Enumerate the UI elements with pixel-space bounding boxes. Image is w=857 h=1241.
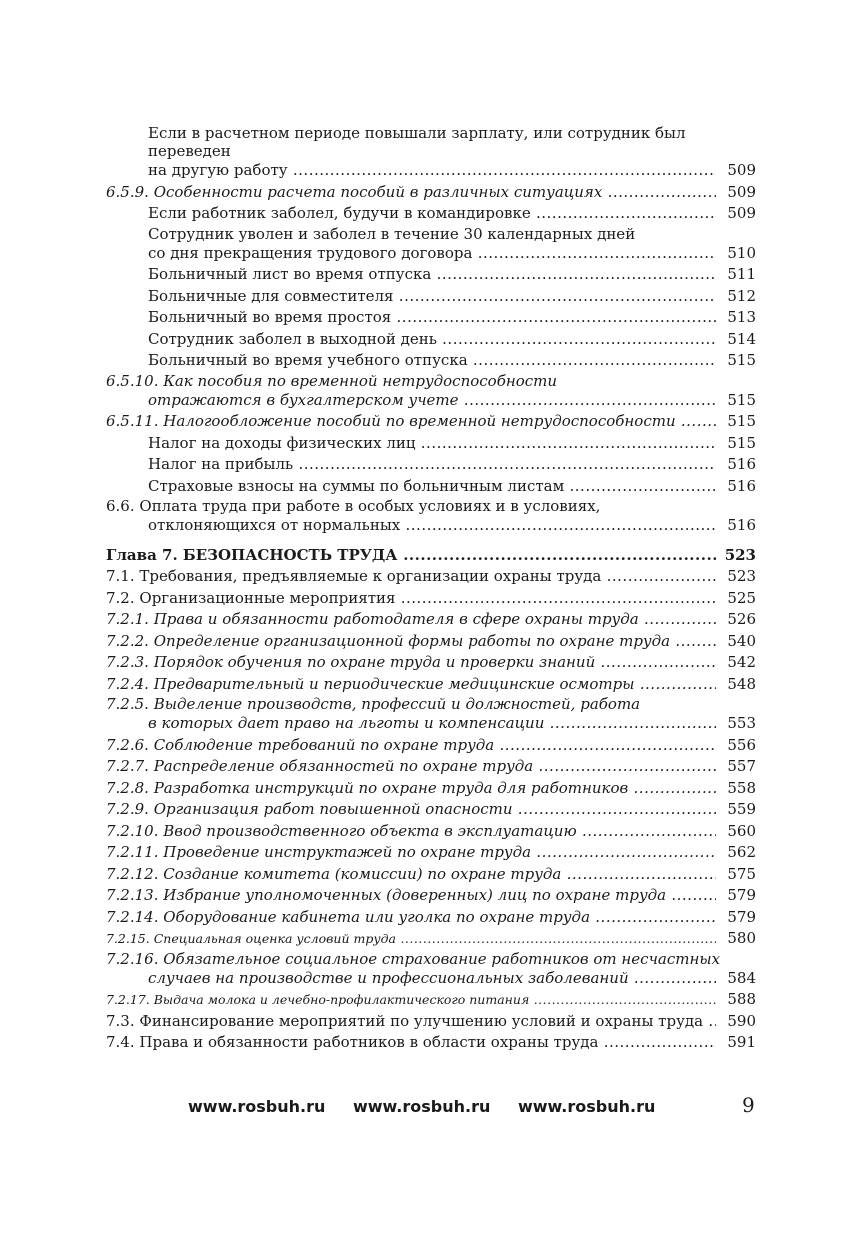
- dot-leader: [598, 1033, 716, 1051]
- dot-leader: [437, 330, 716, 348]
- toc-entry-title: 7.2.1. Права и обязанности работодателя в сфере охраны труда: [106, 610, 639, 628]
- toc-entry-title: Налог на прибыль: [148, 455, 294, 473]
- toc-page-number: 516: [727, 455, 756, 473]
- toc-entry-title: Если работник заболел, будучи в командировке: [148, 204, 531, 222]
- toc-entry-title: 6.5.9. Особенности расчета пособий в различных ситуациях: [106, 182, 603, 201]
- dot-leader: [416, 434, 716, 452]
- toc-entry[interactable]: [106, 1011, 756, 1033]
- dot-leader: [595, 653, 716, 671]
- toc-entry-title: 7.2.14. Оборудование кабинета или уголка по охране труда: [106, 907, 591, 926]
- toc-entry[interactable]: [106, 264, 756, 286]
- toc-page-number: 510: [727, 243, 756, 262]
- dot-leader: [400, 516, 716, 534]
- toc-entry[interactable]: [106, 350, 756, 372]
- toc-gap: [106, 537, 756, 545]
- toc-entry-first-line: 6.5.10. Как пособия по временной нетрудоспособности: [106, 371, 558, 390]
- toc-entry-title: 7.2.4. Предварительный и периодические медицинские осмотры: [106, 674, 635, 693]
- dot-leader: [634, 675, 716, 693]
- toc-page-number: 575: [727, 864, 756, 883]
- toc-entry-title: 7.3. Финансирование мероприятий по улучшению условий и охраны труда: [106, 1011, 704, 1030]
- dot-leader: [639, 610, 716, 628]
- toc-entry[interactable]: [106, 674, 756, 696]
- toc-page-number: 579: [727, 907, 756, 926]
- toc-entry[interactable]: [106, 225, 756, 265]
- toc-page-number: 560: [727, 821, 756, 840]
- toc-entry-title: 7.2.13. Избрание уполномоченных (доверенных) лиц по охране труда: [106, 886, 667, 904]
- toc-page-number: 515: [727, 351, 756, 369]
- toc-page-number: 515: [727, 412, 756, 430]
- toc-entry-title: 7.2.8. Разработка инструкций по охране труда для работников: [106, 778, 629, 797]
- toc-page-number: 516: [727, 476, 756, 495]
- dot-leader: [676, 412, 716, 430]
- dot-leader: [628, 779, 716, 797]
- dot-leader: [391, 308, 716, 326]
- toc-entry[interactable]: [106, 454, 756, 476]
- toc-entry-title: 7.2.15. Специальная оценка условий труда: [106, 931, 396, 946]
- toc-entry-title: 7.2.12. Создание комитета (комиссии) по охране труда: [106, 864, 562, 883]
- toc-entry-title: Страховые взносы на суммы по больничным листам: [148, 476, 565, 495]
- toc-entry-title: 7.2.9. Организация работ повышенной опасности: [106, 800, 513, 818]
- toc-entry-first-line: 7.2.5. Выделение производств, профессий и должностей, работа: [106, 695, 641, 713]
- dot-leader: [293, 455, 716, 473]
- toc-entry[interactable]: [106, 695, 756, 735]
- toc-page-number: 590: [727, 1011, 756, 1030]
- toc-entry[interactable]: [106, 329, 756, 351]
- toc-page-number: 588: [727, 990, 756, 1008]
- toc-entry-title: Сотрудник заболел в выходной день: [148, 329, 437, 348]
- toc-entry[interactable]: [106, 497, 756, 537]
- toc-entry[interactable]: [106, 842, 756, 864]
- toc-entry[interactable]: [106, 778, 756, 800]
- dot-leader: [564, 477, 716, 495]
- page-number: 9: [742, 1093, 755, 1117]
- toc-entry[interactable]: [106, 756, 756, 778]
- toc-entry-title: Больничный во время учебного отпуска: [148, 351, 468, 369]
- toc-entry[interactable]: [106, 799, 756, 821]
- dot-leader: [601, 567, 716, 585]
- toc-page-number: 509: [727, 182, 756, 201]
- toc-entry[interactable]: [106, 907, 756, 929]
- toc-page-number: 584: [727, 968, 756, 987]
- toc-entry-title: Больничный лист во время отпуска: [148, 265, 432, 283]
- dot-leader: [472, 244, 716, 262]
- toc-entry-title: случаев на производстве и профессиональных заболеваний: [148, 968, 629, 987]
- toc-entry-title: 7.2.10. Ввод производственного объекта в эксплуатацию: [106, 821, 577, 840]
- toc-entry-title: отражаются в бухгалтерском учете: [148, 390, 459, 409]
- table-of-contents: [106, 124, 756, 1054]
- toc-entry-title: Больничные для совместителя: [148, 286, 394, 305]
- dot-leader: [666, 886, 716, 904]
- toc-page-number: 523: [727, 567, 756, 585]
- toc-page-number: 515: [727, 390, 756, 409]
- toc-page-number: 523: [724, 545, 756, 564]
- toc-entry-title: со дня прекращения трудового договора: [148, 243, 473, 262]
- toc-page-number: 512: [727, 286, 756, 305]
- toc-entry[interactable]: [106, 821, 756, 843]
- dot-leader: [396, 931, 716, 946]
- toc-page-number: 540: [727, 631, 756, 650]
- toc-entry[interactable]: [106, 182, 756, 204]
- toc-page-number: 526: [727, 610, 756, 628]
- dot-leader: [577, 822, 716, 840]
- toc-entry[interactable]: [106, 433, 756, 455]
- toc-entry-first-line: Сотрудник уволен и заболел в течение 30 календарных дней: [148, 224, 636, 243]
- toc-page-number: 580: [727, 929, 756, 947]
- dot-leader: [431, 265, 716, 283]
- dot-leader: [561, 865, 716, 883]
- toc-entry[interactable]: [106, 476, 756, 498]
- dot-leader: [629, 969, 716, 987]
- toc-entry[interactable]: [106, 652, 756, 674]
- dot-leader: [670, 632, 716, 650]
- toc-entry-title: 7.2.3. Порядок обучения по охране труда и проверки знаний: [106, 653, 596, 671]
- dot-leader: [513, 800, 716, 818]
- toc-entry-first-line: 7.2.16. Обязательное социальное страхование работников от несчастных: [106, 949, 721, 968]
- toc-page-number: 557: [727, 757, 756, 775]
- dot-leader: [531, 843, 716, 861]
- toc-entry-title: 7.2.6. Соблюдение требований по охране труда: [106, 735, 495, 754]
- toc-entry[interactable]: [106, 928, 756, 950]
- toc-page-number: 513: [727, 308, 756, 326]
- toc-entry-first-line: 6.6. Оплата труда при работе в особых условиях и в условиях,: [106, 497, 601, 515]
- toc-entry-title: Налог на доходы физических лиц: [148, 433, 416, 452]
- dot-leader: [703, 1012, 716, 1030]
- toc-entry-title: Глава 7. БЕЗОПАСНОСТЬ ТРУДА: [106, 545, 398, 564]
- dot-leader: [533, 757, 716, 775]
- dot-leader: [459, 391, 716, 409]
- dot-leader: [494, 736, 716, 754]
- dot-leader: [590, 908, 716, 926]
- toc-entry-first-line: Если в расчетном периоде повышали зарплату, или сотрудник был переведен: [148, 124, 686, 160]
- toc-page-number: 558: [727, 778, 756, 797]
- toc-entry-title: 6.5.11. Налогообложение пособий по временной нетрудоспособности: [106, 412, 676, 430]
- toc-entry[interactable]: [106, 609, 756, 631]
- toc-page-number: 559: [727, 800, 756, 818]
- toc-entry[interactable]: [106, 631, 756, 653]
- toc-page-number: 514: [727, 329, 756, 348]
- toc-page-number: 511: [727, 265, 756, 283]
- toc-entry[interactable]: [106, 545, 756, 567]
- toc-entry[interactable]: [106, 411, 756, 433]
- toc-entry[interactable]: [106, 864, 756, 886]
- toc-entry[interactable]: [106, 203, 756, 225]
- toc-page-number: 556: [727, 735, 756, 754]
- toc-entry-title: Больничный во время простоя: [148, 308, 392, 326]
- toc-page-number: 591: [727, 1033, 756, 1051]
- toc-entry[interactable]: [106, 735, 756, 757]
- toc-entry-title: 7.4. Права и обязанности работников в области охраны труда: [106, 1033, 599, 1051]
- toc-page-number: 579: [727, 886, 756, 904]
- dot-leader: [602, 183, 716, 201]
- toc-entry[interactable]: [106, 989, 756, 1011]
- toc-page-number: 515: [727, 433, 756, 452]
- dot-leader: [468, 351, 716, 369]
- toc-entry[interactable]: [106, 372, 756, 412]
- toc-entry-title: 7.2.2. Определение организационной формы работы по охране труда: [106, 631, 671, 650]
- toc-page-number: 542: [727, 653, 756, 671]
- toc-page-number: 525: [727, 588, 756, 607]
- toc-entry-title: 7.2.7. Распределение обязанностей по охране труда: [106, 757, 534, 775]
- toc-page-number: 548: [727, 674, 756, 693]
- footer-url[interactable]: www.rosbuh.ru: [352, 1097, 491, 1116]
- footer-url[interactable]: www.rosbuh.ru: [517, 1097, 656, 1116]
- toc-entry[interactable]: [106, 885, 756, 907]
- toc-entry[interactable]: [106, 286, 756, 308]
- dot-leader: [531, 204, 716, 222]
- toc-entry-title: в которых дает право на льготы и компенсации: [148, 714, 545, 732]
- toc-entry-title: 7.2.17. Выдача молока и лечебно-профилактического питания: [106, 992, 530, 1007]
- toc-page-number: 509: [727, 161, 756, 179]
- toc-entry[interactable]: [106, 124, 756, 182]
- footer-urls: [188, 1097, 768, 1116]
- toc-entry[interactable]: [106, 307, 756, 329]
- toc-page-number: 516: [727, 516, 756, 534]
- toc-page-number: 553: [727, 714, 756, 732]
- dot-leader: [397, 546, 716, 564]
- dot-leader: [395, 589, 716, 607]
- toc-entry-title: отклоняющихся от нормальных: [148, 516, 401, 534]
- toc-entry-title: на другую работу: [148, 161, 288, 179]
- toc-entry[interactable]: [106, 566, 756, 588]
- toc-entry-title: 7.1. Требования, предъявляемые к организации охраны труда: [106, 567, 602, 585]
- toc-entry[interactable]: [106, 1032, 756, 1054]
- dot-leader: [394, 287, 716, 305]
- footer-url[interactable]: www.rosbuh.ru: [188, 1097, 326, 1116]
- toc-page-number: 509: [727, 204, 756, 222]
- dot-leader: [288, 161, 716, 179]
- toc-entry[interactable]: [106, 588, 756, 610]
- toc-entry[interactable]: [106, 950, 756, 990]
- toc-entry-title: 7.2.11. Проведение инструктажей по охране труда: [106, 843, 532, 861]
- toc-page-number: 562: [727, 843, 756, 861]
- dot-leader: [544, 714, 716, 732]
- toc-entry-title: 7.2. Организационные мероприятия: [106, 588, 396, 607]
- dot-leader: [529, 992, 716, 1007]
